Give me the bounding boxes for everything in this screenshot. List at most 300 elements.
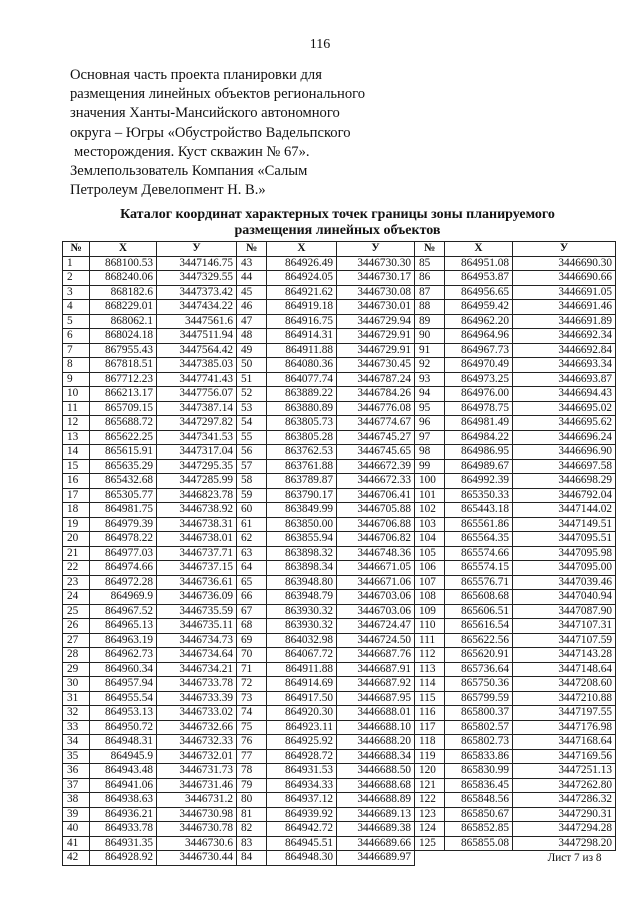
y-coordinate-cell: 3446733.78: [157, 677, 237, 692]
intro-line: месторождения. Куст скважин № 67».: [74, 143, 310, 160]
x-coordinate-cell: 868100.53: [90, 256, 157, 271]
point-number-cell: 63: [237, 546, 267, 561]
point-number-cell: 28: [63, 648, 90, 663]
x-coordinate-cell: 864925.92: [267, 735, 337, 750]
y-coordinate-cell: 3446703.06: [337, 604, 415, 619]
x-coordinate-cell: 864957.94: [90, 677, 157, 692]
x-coordinate-cell: 864920.30: [267, 706, 337, 721]
x-coordinate-cell: 864955.54: [90, 691, 157, 706]
y-coordinate-cell: 3447095.00: [513, 561, 616, 576]
point-number-cell: 47: [237, 314, 267, 329]
x-coordinate-cell: 864914.31: [267, 329, 337, 344]
point-number-cell: 21: [63, 546, 90, 561]
x-coordinate-cell: 864967.52: [90, 604, 157, 619]
point-number-cell: 111: [415, 633, 445, 648]
column-header: У: [157, 242, 237, 257]
x-coordinate-cell: 865606.51: [445, 604, 513, 619]
y-coordinate-cell: 3446732.66: [157, 720, 237, 735]
table-row: [63, 285, 616, 300]
y-coordinate-cell: 3446731.73: [157, 764, 237, 779]
x-coordinate-cell: 867818.51: [90, 358, 157, 373]
x-coordinate-cell: 865622.56: [445, 633, 513, 648]
point-number-cell: 36: [63, 764, 90, 779]
x-coordinate-cell: 864934.33: [267, 778, 337, 793]
y-coordinate-cell: 3447095.51: [513, 532, 616, 547]
x-coordinate-cell: 864989.67: [445, 459, 513, 474]
x-coordinate-cell: 864969.9: [90, 590, 157, 605]
point-number-cell: 118: [415, 735, 445, 750]
project-description: [70, 66, 430, 200]
y-coordinate-cell: 3447149.51: [513, 517, 616, 532]
catalog-title: [60, 207, 615, 239]
y-coordinate-cell: 3446694.43: [513, 387, 616, 402]
point-number-cell: 8: [63, 358, 90, 373]
point-number-cell: 12: [63, 416, 90, 431]
page-number: 116: [309, 37, 331, 52]
intro-line: округа – Югры «Обустройство Вадельпского: [70, 124, 351, 141]
y-coordinate-cell: 3446703.06: [337, 590, 415, 605]
y-coordinate-cell: 3446687.92: [337, 677, 415, 692]
x-coordinate-cell: 863790.17: [267, 488, 337, 503]
x-coordinate-cell: 867955.43: [90, 343, 157, 358]
y-coordinate-cell: 3446671.06: [337, 575, 415, 590]
point-number-cell: 74: [237, 706, 267, 721]
x-coordinate-cell: 865622.25: [90, 430, 157, 445]
point-number-cell: 91: [415, 343, 445, 358]
point-number-cell: 41: [63, 836, 90, 851]
x-coordinate-cell: 863805.73: [267, 416, 337, 431]
y-coordinate-cell: 3446706.88: [337, 517, 415, 532]
y-coordinate-cell: 3446730.17: [337, 271, 415, 286]
y-coordinate-cell: 3447298.20: [513, 836, 616, 851]
point-number-cell: 114: [415, 677, 445, 692]
point-number-cell: 68: [237, 619, 267, 634]
x-coordinate-cell: 864953.87: [445, 271, 513, 286]
point-number-cell: 57: [237, 459, 267, 474]
x-coordinate-cell: 864977.03: [90, 546, 157, 561]
y-coordinate-cell: 3447434.22: [157, 300, 237, 315]
x-coordinate-cell: 864923.11: [267, 720, 337, 735]
x-coordinate-cell: 864942.72: [267, 822, 337, 837]
x-coordinate-cell: 866213.17: [90, 387, 157, 402]
x-coordinate-cell: 865855.08: [445, 836, 513, 851]
point-number-cell: 116: [415, 706, 445, 721]
x-coordinate-cell: 864981.75: [90, 503, 157, 518]
y-coordinate-cell: 3446730.30: [337, 256, 415, 271]
point-number-cell: 81: [237, 807, 267, 822]
point-number-cell: 122: [415, 793, 445, 808]
point-number-cell: 109: [415, 604, 445, 619]
y-coordinate-cell: 3446689.66: [337, 836, 415, 851]
x-coordinate-cell: 864972.28: [90, 575, 157, 590]
point-number-cell: 87: [415, 285, 445, 300]
x-coordinate-cell: 864928.92: [90, 851, 157, 866]
point-number-cell: 56: [237, 445, 267, 460]
y-coordinate-cell: 3446688.10: [337, 720, 415, 735]
y-coordinate-cell: 3446691.46: [513, 300, 616, 315]
table-row: [63, 677, 616, 692]
y-coordinate-cell: 3447208.60: [513, 677, 616, 692]
x-coordinate-cell: 868062.1: [90, 314, 157, 329]
x-coordinate-cell: 864077.74: [267, 372, 337, 387]
x-coordinate-cell: 865800.37: [445, 706, 513, 721]
table-row: [63, 532, 616, 547]
x-coordinate-cell: 864959.42: [445, 300, 513, 315]
y-coordinate-cell: 3446736.61: [157, 575, 237, 590]
point-number-cell: 65: [237, 575, 267, 590]
x-coordinate-cell: 864945.9: [90, 749, 157, 764]
x-coordinate-cell: 864941.06: [90, 778, 157, 793]
x-coordinate-cell: 864976.00: [445, 387, 513, 402]
point-number-cell: 31: [63, 691, 90, 706]
y-coordinate-cell: 3447197.55: [513, 706, 616, 721]
point-number-cell: 13: [63, 430, 90, 445]
y-coordinate-cell: 3447262.80: [513, 778, 616, 793]
y-coordinate-cell: 3447741.43: [157, 372, 237, 387]
y-coordinate-cell: 3446698.29: [513, 474, 616, 489]
point-number-cell: 61: [237, 517, 267, 532]
table-row: [63, 343, 616, 358]
x-coordinate-cell: 865830.99: [445, 764, 513, 779]
x-coordinate-cell: 868182.6: [90, 285, 157, 300]
y-coordinate-cell: 3446695.02: [513, 401, 616, 416]
y-coordinate-cell: 3446732.01: [157, 749, 237, 764]
x-coordinate-cell: 864931.53: [267, 764, 337, 779]
column-header: №: [415, 242, 445, 257]
x-coordinate-cell: 864933.78: [90, 822, 157, 837]
y-coordinate-cell: 3446724.50: [337, 633, 415, 648]
table-row: [63, 372, 616, 387]
empty-cell: [415, 851, 445, 866]
x-coordinate-cell: 864067.72: [267, 648, 337, 663]
y-coordinate-cell: 3447210.88: [513, 691, 616, 706]
y-coordinate-cell: 3446672.33: [337, 474, 415, 489]
x-coordinate-cell: 864931.35: [90, 836, 157, 851]
point-number-cell: 33: [63, 720, 90, 735]
point-number-cell: 3: [63, 285, 90, 300]
table-row: [63, 503, 616, 518]
x-coordinate-cell: 864917.50: [267, 691, 337, 706]
point-number-cell: 38: [63, 793, 90, 808]
y-coordinate-cell: 3446695.62: [513, 416, 616, 431]
y-coordinate-cell: 3447297.82: [157, 416, 237, 431]
point-number-cell: 108: [415, 590, 445, 605]
y-coordinate-cell: 3446730.45: [337, 358, 415, 373]
table-row: [63, 851, 616, 866]
y-coordinate-cell: 3446724.47: [337, 619, 415, 634]
y-coordinate-cell: 3446735.11: [157, 619, 237, 634]
point-number-cell: 23: [63, 575, 90, 590]
point-number-cell: 30: [63, 677, 90, 692]
x-coordinate-cell: 864978.22: [90, 532, 157, 547]
point-number-cell: 93: [415, 372, 445, 387]
y-coordinate-cell: 3447341.53: [157, 430, 237, 445]
x-coordinate-cell: 864964.96: [445, 329, 513, 344]
x-coordinate-cell: 864032.98: [267, 633, 337, 648]
x-coordinate-cell: 865561.86: [445, 517, 513, 532]
y-coordinate-cell: 3446776.08: [337, 401, 415, 416]
x-coordinate-cell: 864943.48: [90, 764, 157, 779]
x-coordinate-cell: 864080.36: [267, 358, 337, 373]
y-coordinate-cell: 3446735.59: [157, 604, 237, 619]
x-coordinate-cell: 864974.66: [90, 561, 157, 576]
y-coordinate-cell: 3447385.03: [157, 358, 237, 373]
table-row: [63, 474, 616, 489]
x-coordinate-cell: 865802.73: [445, 735, 513, 750]
x-coordinate-cell: 863789.87: [267, 474, 337, 489]
point-number-cell: 17: [63, 488, 90, 503]
x-coordinate-cell: 865848.56: [445, 793, 513, 808]
point-number-cell: 48: [237, 329, 267, 344]
y-coordinate-cell: 3446737.71: [157, 546, 237, 561]
y-coordinate-cell: 3446733.39: [157, 691, 237, 706]
point-number-cell: 55: [237, 430, 267, 445]
y-coordinate-cell: 3446748.36: [337, 546, 415, 561]
x-coordinate-cell: 865709.15: [90, 401, 157, 416]
point-number-cell: 99: [415, 459, 445, 474]
y-coordinate-cell: 3447176.98: [513, 720, 616, 735]
point-number-cell: 37: [63, 778, 90, 793]
x-coordinate-cell: 864939.92: [267, 807, 337, 822]
y-coordinate-cell: 3446692.84: [513, 343, 616, 358]
x-coordinate-cell: 863762.53: [267, 445, 337, 460]
y-coordinate-cell: 3446774.67: [337, 416, 415, 431]
y-coordinate-cell: 3446671.05: [337, 561, 415, 576]
x-coordinate-cell: 864914.69: [267, 677, 337, 692]
point-number-cell: 22: [63, 561, 90, 576]
x-coordinate-cell: 863898.34: [267, 561, 337, 576]
point-number-cell: 66: [237, 590, 267, 605]
x-coordinate-cell: 864911.88: [267, 343, 337, 358]
y-coordinate-cell: 3447561.6: [157, 314, 237, 329]
point-number-cell: 49: [237, 343, 267, 358]
point-number-cell: 9: [63, 372, 90, 387]
x-coordinate-cell: 865850.67: [445, 807, 513, 822]
y-coordinate-cell: 3447511.94: [157, 329, 237, 344]
x-coordinate-cell: 865564.35: [445, 532, 513, 547]
point-number-cell: 78: [237, 764, 267, 779]
x-coordinate-cell: 864953.13: [90, 706, 157, 721]
point-number-cell: 83: [237, 836, 267, 851]
point-number-cell: 88: [415, 300, 445, 315]
y-coordinate-cell: 3446672.39: [337, 459, 415, 474]
table-row: [63, 633, 616, 648]
point-number-cell: 106: [415, 561, 445, 576]
point-number-cell: 71: [237, 662, 267, 677]
x-coordinate-cell: 864938.63: [90, 793, 157, 808]
y-coordinate-cell: 3446696.24: [513, 430, 616, 445]
point-number-cell: 7: [63, 343, 90, 358]
y-coordinate-cell: 3446734.21: [157, 662, 237, 677]
y-coordinate-cell: 3446733.02: [157, 706, 237, 721]
x-coordinate-cell: 864973.25: [445, 372, 513, 387]
table-row: [63, 648, 616, 663]
intro-line: Землепользователь Компания «Салым: [70, 163, 308, 180]
point-number-cell: 26: [63, 619, 90, 634]
table-row: [63, 358, 616, 373]
x-coordinate-cell: 865802.57: [445, 720, 513, 735]
x-coordinate-cell: 863948.80: [267, 575, 337, 590]
x-coordinate-cell: 864967.73: [445, 343, 513, 358]
y-coordinate-cell: 3446745.65: [337, 445, 415, 460]
y-coordinate-cell: 3446730.98: [157, 807, 237, 822]
point-number-cell: 42: [63, 851, 90, 866]
point-number-cell: 67: [237, 604, 267, 619]
point-number-cell: 19: [63, 517, 90, 532]
x-coordinate-cell: 864986.95: [445, 445, 513, 460]
x-coordinate-cell: 865576.71: [445, 575, 513, 590]
x-coordinate-cell: 863849.99: [267, 503, 337, 518]
x-coordinate-cell: 864992.39: [445, 474, 513, 489]
point-number-cell: 4: [63, 300, 90, 315]
x-coordinate-cell: 863930.32: [267, 604, 337, 619]
coordinates-table: [62, 241, 616, 866]
point-number-cell: 10: [63, 387, 90, 402]
point-number-cell: 82: [237, 822, 267, 837]
y-coordinate-cell: 3446697.58: [513, 459, 616, 474]
y-coordinate-cell: 3447169.56: [513, 749, 616, 764]
y-coordinate-cell: 3446730.01: [337, 300, 415, 315]
y-coordinate-cell: 3446690.66: [513, 271, 616, 286]
x-coordinate-cell: 863805.28: [267, 430, 337, 445]
table-row: [63, 329, 616, 344]
point-number-cell: 86: [415, 271, 445, 286]
point-number-cell: 97: [415, 430, 445, 445]
point-number-cell: 24: [63, 590, 90, 605]
table-row: [63, 459, 616, 474]
point-number-cell: 35: [63, 749, 90, 764]
y-coordinate-cell: 3446693.87: [513, 372, 616, 387]
y-coordinate-cell: 3447168.64: [513, 735, 616, 750]
y-coordinate-cell: 3446688.68: [337, 778, 415, 793]
point-number-cell: 2: [63, 271, 90, 286]
point-number-cell: 90: [415, 329, 445, 344]
x-coordinate-cell: 864945.51: [267, 836, 337, 851]
y-coordinate-cell: 3446784.26: [337, 387, 415, 402]
y-coordinate-cell: 3446736.09: [157, 590, 237, 605]
y-coordinate-cell: 3447095.98: [513, 546, 616, 561]
x-coordinate-cell: 864951.08: [445, 256, 513, 271]
y-coordinate-cell: 3447144.02: [513, 503, 616, 518]
x-coordinate-cell: 864921.62: [267, 285, 337, 300]
table-row: [63, 836, 616, 851]
x-coordinate-cell: 863948.79: [267, 590, 337, 605]
table-row: [63, 271, 616, 286]
table-row: [63, 401, 616, 416]
y-coordinate-cell: 3446731.46: [157, 778, 237, 793]
table-row: [63, 604, 616, 619]
intro-line: значения Ханты-Мансийского автономного: [70, 105, 340, 122]
x-coordinate-cell: 865852.85: [445, 822, 513, 837]
x-coordinate-cell: 864962.73: [90, 648, 157, 663]
point-number-cell: 85: [415, 256, 445, 271]
y-coordinate-cell: 3447756.07: [157, 387, 237, 402]
point-number-cell: 54: [237, 416, 267, 431]
point-number-cell: 27: [63, 633, 90, 648]
x-coordinate-cell: 863889.22: [267, 387, 337, 402]
y-coordinate-cell: 3447285.99: [157, 474, 237, 489]
point-number-cell: 92: [415, 358, 445, 373]
y-coordinate-cell: 3447107.59: [513, 633, 616, 648]
point-number-cell: 79: [237, 778, 267, 793]
table-row: [63, 619, 616, 634]
y-coordinate-cell: 3446745.27: [337, 430, 415, 445]
table-row: [63, 749, 616, 764]
point-number-cell: 34: [63, 735, 90, 750]
y-coordinate-cell: 3446738.01: [157, 532, 237, 547]
point-number-cell: 62: [237, 532, 267, 547]
point-number-cell: 124: [415, 822, 445, 837]
point-number-cell: 25: [63, 604, 90, 619]
y-coordinate-cell: 3446706.82: [337, 532, 415, 547]
x-coordinate-cell: 865574.15: [445, 561, 513, 576]
y-coordinate-cell: 3447148.64: [513, 662, 616, 677]
y-coordinate-cell: 3446731.2: [157, 793, 237, 808]
point-number-cell: 112: [415, 648, 445, 663]
y-coordinate-cell: 3446691.05: [513, 285, 616, 300]
point-number-cell: 20: [63, 532, 90, 547]
x-coordinate-cell: 864937.12: [267, 793, 337, 808]
point-number-cell: 50: [237, 358, 267, 373]
table-row: [63, 735, 616, 750]
point-number-cell: 84: [237, 851, 267, 866]
point-number-cell: 76: [237, 735, 267, 750]
y-coordinate-cell: 3447251.13: [513, 764, 616, 779]
x-coordinate-cell: 864960.34: [90, 662, 157, 677]
table-row: [63, 793, 616, 808]
x-coordinate-cell: 864924.05: [267, 271, 337, 286]
catalog-title-line: размещения линейных объектов: [234, 223, 441, 238]
x-coordinate-cell: 865799.59: [445, 691, 513, 706]
point-number-cell: 103: [415, 517, 445, 532]
y-coordinate-cell: 3446730.44: [157, 851, 237, 866]
y-coordinate-cell: 3446689.13: [337, 807, 415, 822]
table-row: [63, 416, 616, 431]
point-number-cell: 29: [63, 662, 90, 677]
y-coordinate-cell: 3446687.95: [337, 691, 415, 706]
point-number-cell: 51: [237, 372, 267, 387]
y-coordinate-cell: 3446689.97: [337, 851, 415, 866]
y-coordinate-cell: 3446732.33: [157, 735, 237, 750]
y-coordinate-cell: 3447087.90: [513, 604, 616, 619]
x-coordinate-cell: 864970.49: [445, 358, 513, 373]
y-coordinate-cell: 3446738.31: [157, 517, 237, 532]
y-coordinate-cell: 3447295.35: [157, 459, 237, 474]
point-number-cell: 120: [415, 764, 445, 779]
point-number-cell: 105: [415, 546, 445, 561]
x-coordinate-cell: 864919.18: [267, 300, 337, 315]
column-header: X: [267, 242, 337, 257]
point-number-cell: 96: [415, 416, 445, 431]
y-coordinate-cell: 3446730.6: [157, 836, 237, 851]
point-number-cell: 18: [63, 503, 90, 518]
x-coordinate-cell: 863930.32: [267, 619, 337, 634]
table-row: [63, 256, 616, 271]
point-number-cell: 40: [63, 822, 90, 837]
x-coordinate-cell: 865836.45: [445, 778, 513, 793]
point-number-cell: 75: [237, 720, 267, 735]
y-coordinate-cell: 3446690.30: [513, 256, 616, 271]
point-number-cell: 100: [415, 474, 445, 489]
y-coordinate-cell: 3447146.75: [157, 256, 237, 271]
y-coordinate-cell: 3446730.78: [157, 822, 237, 837]
x-coordinate-cell: 864926.49: [267, 256, 337, 271]
x-coordinate-cell: 865432.68: [90, 474, 157, 489]
point-number-cell: 70: [237, 648, 267, 663]
y-coordinate-cell: 3446792.04: [513, 488, 616, 503]
x-coordinate-cell: 865574.66: [445, 546, 513, 561]
point-number-cell: 119: [415, 749, 445, 764]
